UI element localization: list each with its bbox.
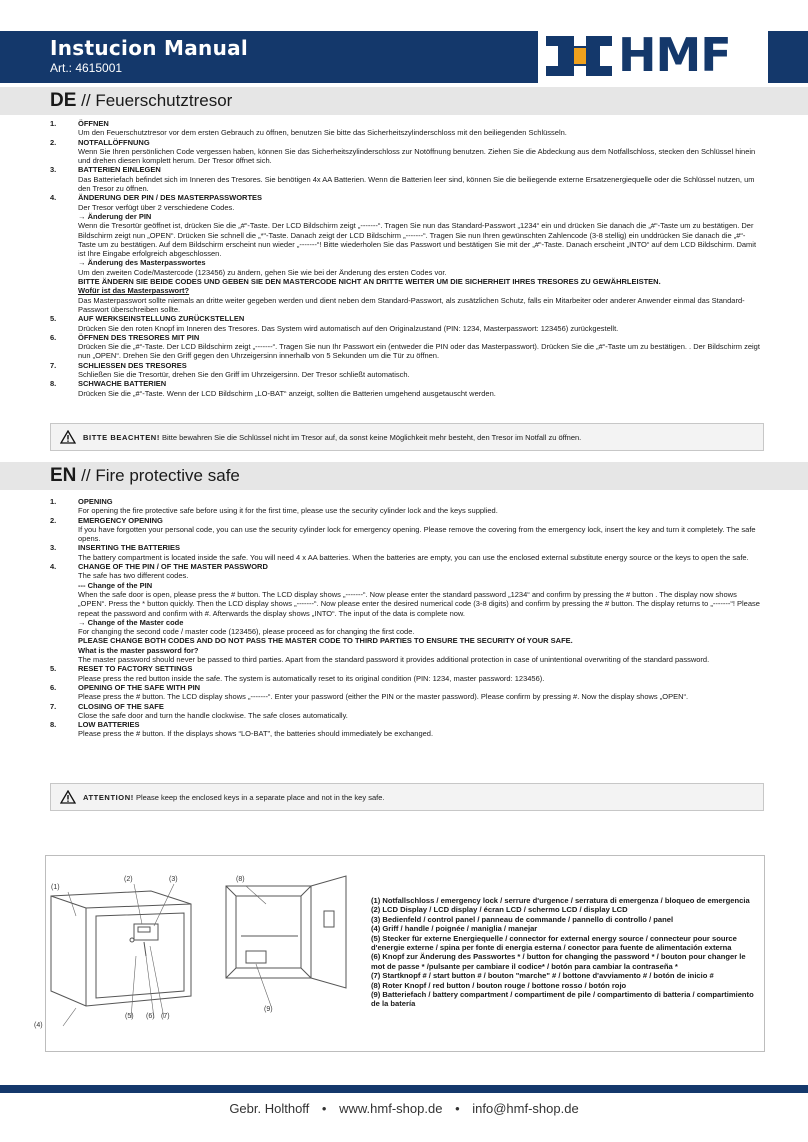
list-item bbox=[50, 702, 762, 721]
warning-label: ATTENTION! bbox=[83, 793, 134, 802]
item-text: Close the safe door and turn the handle clockwise. The safe closes automatically. bbox=[78, 710, 348, 720]
item-number: 5. bbox=[50, 314, 57, 324]
callout-9: (9) bbox=[264, 1006, 273, 1013]
item-text: For opening the fire protective safe before using it for the first time, please use the security cylinder lock and the keys supplied. bbox=[78, 506, 498, 516]
item-heading: BATTERIEN EINLEGEN bbox=[78, 165, 161, 175]
list-item bbox=[50, 683, 762, 702]
list-item bbox=[50, 516, 762, 544]
item-number: 3. bbox=[50, 543, 57, 553]
callout-8: (8) bbox=[236, 876, 245, 883]
article-number: Art.: 4615001 bbox=[50, 61, 123, 75]
list-item bbox=[50, 361, 762, 380]
list-item bbox=[50, 379, 762, 398]
item-number: 4. bbox=[50, 562, 57, 572]
legend-item: (5) Stecker für externe Energiequelle / connector for external energy source / connecteur pour source d'energie externe / spina per fonte di energia esterna / conector para fuente de alimentación externa bbox=[371, 933, 737, 953]
footer bbox=[0, 1101, 808, 1116]
section-en-title: Fire protective safe bbox=[95, 466, 240, 485]
item-text: Drücken Sie den roten Knopf im Inneren des Tresores. Das System wird automatisch auf den Originalzustand (PIN: 1234, Masterpasswort: 123456) zurückgestellt. bbox=[78, 323, 619, 333]
item-heading: ÖFFNEN DES TRESORES MIT PIN bbox=[78, 332, 200, 342]
item-heading: SCHLIESSEN DES TRESORES bbox=[78, 360, 187, 370]
email-link[interactable]: info@hmf-shop.de bbox=[472, 1101, 579, 1116]
item-text: Schließen Sie die Tresortür, drehen Sie den Griff im Uhrzeigersinn. Der Tresor schließt automatisch. bbox=[78, 370, 410, 380]
item-number: 5. bbox=[50, 664, 57, 674]
legend-item: (2) LCD Display / LCD display / écran LCD / schermo LCD / display LCD bbox=[371, 905, 628, 915]
website-link[interactable]: www.hmf-shop.de bbox=[339, 1101, 443, 1116]
callout-7: (7) bbox=[161, 1013, 170, 1020]
footer-separator: • bbox=[321, 1101, 327, 1116]
section-de-title: Feuerschutztresor bbox=[95, 91, 233, 110]
item-heading: INSERTING THE BATTERIES bbox=[78, 543, 180, 553]
warning-triangle-icon bbox=[60, 790, 76, 804]
list-item bbox=[50, 664, 762, 683]
item-number: 4. bbox=[50, 193, 57, 203]
item-heading: RESET TO FACTORY SETTINGS bbox=[78, 664, 193, 674]
list-item bbox=[50, 165, 762, 193]
company-name: Gebr. Holthoff bbox=[229, 1101, 310, 1116]
callout-4: (4) bbox=[34, 1022, 43, 1029]
item-text: Um den Feuerschutztresor vor dem ersten Gebrauch zu öffnen, benutzen Sie bitte das Sicherheitszylinderschloss mit den beiliegenden Schlüsseln. bbox=[78, 128, 567, 138]
item-heading: EMERGENCY OPENING bbox=[78, 515, 163, 525]
item-heading: CHANGE OF THE PIN / OF THE MASTER PASSWORD bbox=[78, 562, 268, 572]
item-text: Please press the # button. If the displays shows “LO-BAT”, the batteries should immediately be exchanged. bbox=[78, 729, 434, 739]
list-item bbox=[50, 193, 762, 314]
pin-change-heading: → Änderung der PIN bbox=[78, 211, 152, 221]
item-heading: OPENING bbox=[78, 497, 113, 506]
lang-code-en: EN bbox=[50, 465, 77, 486]
item-number: 7. bbox=[50, 360, 57, 370]
item-text: If you have forgotten your personal code, you can use the security cylinder lock for emergency opening. Please remove the covering from the emergency lock, insert the key and turn it completely. The safe opens. bbox=[78, 524, 756, 544]
item-text: Das Batteriefach befindet sich im Inneren des Tresores. Sie benötigen 4x AA Batterien. Wenn die Batterien leer sind, können Sie die beiliegende externe Ersatzenergiequelle oder die Schlüssel nutzen, um den Tresor zu öffnen. bbox=[78, 174, 755, 194]
list-item bbox=[50, 720, 762, 739]
item-heading: AUF WERKSEINSTELLUNG ZURÜCKSTELLEN bbox=[78, 314, 245, 324]
item-text: Drücken Sie die „#“-Taste. Der LCD Bildschirm zeigt „-------“. Tragen Sie nun Ihr Passwort ein (entweder die PIN oder das Masterpasswort). Drücken Sie die „#“-Taste um zu bestätigen. . Der Bildschirm zeigt nun „OPEN“. Drehen Sie den Griff gegen den Uhrzeigersinn innerhalb von 5 Sekunden um die Tür zu öffnen. bbox=[78, 342, 760, 361]
master-change-text: Um den zweiten Code/Mastercode (123456) zu ändern, gehen Sie wie bei der Änderung des ersten Codes vor. bbox=[78, 267, 447, 277]
master-question: Wofür ist das Masterpasswort? bbox=[78, 286, 190, 296]
footer-separator: • bbox=[455, 1101, 460, 1116]
legend-item: (7) Startknopf # / start button # / bouton "marche" # / bottone d'avviamento # / botón de inicio # bbox=[371, 971, 714, 981]
item-number: 1. bbox=[50, 497, 57, 506]
list-item bbox=[50, 333, 762, 361]
en-instructions bbox=[50, 497, 762, 739]
brand-name: HMF bbox=[618, 28, 731, 82]
item-number: 6. bbox=[50, 682, 57, 692]
list-item bbox=[50, 119, 762, 138]
warning-label: BITTE BEACHTEN! bbox=[83, 433, 160, 442]
list-item bbox=[50, 543, 762, 562]
item-number: 6. bbox=[50, 332, 57, 342]
manual-title: Instucion Manual bbox=[50, 36, 249, 60]
list-item bbox=[50, 497, 762, 516]
item-text: Drücken Sie die „#“-Taste. Wenn der LCD Bildschirm „LO-BAT“ anzeigt, sollten die Batterien umgehend ausgetauscht werden. bbox=[78, 388, 496, 398]
item-number: 7. bbox=[50, 701, 57, 711]
item-heading: ÄNDERUNG DER PIN / DES MASTERPASSWORTES bbox=[78, 193, 263, 203]
pin-change-heading: --- Change of the PIN bbox=[78, 580, 153, 590]
item-heading: ÖFFNEN bbox=[78, 119, 109, 128]
warning-text: Bitte bewahren Sie die Schlüssel nicht im Tresor auf, da sonst keine Möglichkeit mehr besteht, den Tresor im Notfall zu öffnen. bbox=[162, 433, 582, 442]
logo-mark-icon bbox=[544, 32, 614, 80]
item-number: 2. bbox=[50, 515, 57, 525]
master-warning: BITTE ÄNDERN SIE BEIDE CODES UND GEBEN SIE DEN MASTERCODE NICHT AN DRITTE WEITER UM DIE SICHERHEIT IHRES TRESORES ZU GEWÄHRLEISTEN. bbox=[78, 277, 661, 287]
item-heading: SCHWACHE BATTERIEN bbox=[78, 379, 167, 389]
item-text: Please press the # button. The LCD display shows „-------“. Enter your password (either the PIN or the master password). Please confirm by pressing #. Now the display shows „OPEN“. bbox=[78, 692, 689, 702]
en-warning-box bbox=[50, 783, 764, 811]
diagram-legend bbox=[371, 896, 761, 1009]
master-change-heading: → Change of the Master code bbox=[78, 617, 184, 627]
legend-item: (8) Roter Knopf / red button / bouton rouge / bottone rosso / botón rojo bbox=[371, 980, 627, 990]
callout-1: (1) bbox=[51, 884, 60, 891]
de-instructions bbox=[50, 119, 762, 398]
legend-item: (1) Notfallschloss / emergency lock / serrure d'urgence / serratura di emergenza / bloqueo de emergencia bbox=[371, 896, 750, 905]
hmf-logo bbox=[538, 26, 768, 86]
callout-6: (6) bbox=[146, 1013, 155, 1020]
legend-item: (9) Batteriefach / battery compartment / compartiment de pile / compartimento di batteria / compartimiento de la batería bbox=[371, 990, 754, 1009]
legend-item: (6) Knopf zur Änderung des Passwortes * / button for changing the password * / bouton pour changer le mot de passe * /pulsante per cambiare il codice* / botón para cambiar la contraseña * bbox=[371, 952, 746, 971]
item-number: 1. bbox=[50, 119, 57, 128]
item-text: Wenn Sie Ihren persönlichen Code vergessen haben, können Sie das Sicherheitszylinderschloss zur Notöffnung benutzen. Ziehen Sie die Abdeckung aus dem Notfallschloss, stecken den Schlüssel hinein und drehen diesen komplett herum. Der Tresor öffnet sich. bbox=[78, 146, 756, 166]
item-number: 2. bbox=[50, 137, 57, 147]
safe-illustration bbox=[46, 856, 366, 1049]
legend-item: (3) Bedienfeld / control panel / panneau de commande / pannello di controllo / panel bbox=[371, 914, 674, 924]
legend-item: (4) Griff / handle / poignée / maniglia / manejar bbox=[371, 924, 538, 934]
item-number: 3. bbox=[50, 165, 57, 175]
list-item bbox=[50, 314, 762, 333]
item-text: The safe has two different codes. bbox=[78, 571, 189, 581]
item-number: 8. bbox=[50, 720, 57, 730]
master-warning: PLEASE CHANGE BOTH CODES AND DO NOT PASS THE MASTER CODE TO THIRD PARTIES TO ENSURE THE SECURITY Of YOUR SAFE. bbox=[78, 636, 573, 646]
master-question: What is the master password for? bbox=[78, 645, 199, 655]
list-item bbox=[50, 562, 762, 664]
warning-text: Please keep the enclosed keys in a separate place and not in the key safe. bbox=[135, 793, 385, 802]
item-text: Der Tresor verfügt über 2 verschiedene Codes. bbox=[78, 202, 235, 212]
de-warning-box bbox=[50, 423, 764, 451]
item-heading: CLOSING OF THE SAFE bbox=[78, 701, 164, 711]
pin-change-text: When the safe door is open, please press the # button. The LCD display shows „-------“. Now please enter the standard password „1234“ and confirm by pressing the # button . The display now shows „OPEN“. Press the * button quickly. Then the LCD display shows „-------“. Now please enter the desired numerical code (3-8 digits) and confirm by pressing the # button. The display returns to „-------“! Please repeat the password and confirm with #. Afterwards the display shows „INTO“. The input of the data is complete now. bbox=[78, 589, 760, 618]
item-heading: OPENING OF THE SAFE WITH PIN bbox=[78, 682, 201, 692]
list-item bbox=[50, 138, 762, 166]
callout-3: (3) bbox=[169, 876, 178, 883]
item-text: Please press the red button inside the safe. The system is automatically reset to its original condition (PIN: 1234, master password: 123456). bbox=[78, 673, 545, 683]
item-heading: LOW BATTERIES bbox=[78, 720, 140, 730]
warning-triangle-icon bbox=[60, 430, 76, 444]
master-change-text: For changing the second code / master code (123456), please proceed as for changing the first code. bbox=[78, 627, 415, 637]
pin-change-text: Wenn die Tresortür geöffnet ist, drücken Sie die „#“-Taste. Der LCD Bildschirm zeigt „-------“. Tragen Sie nun das Standard-Passwort „1234“ ein und drücken Sie danach die „#“-Taste um zu bestätigen. Der Bildschirm zeigt nun „OPEN“. Drücken Sie schnell die „*“-Taste. Danach zeigt der LCD Bildschirm „-------“. Tragen Sie nun Ihren gewünschten Zahlencode (3-8 stellig) ein unddrücken Sie danach die „#“-Taste um zu bestätigen. Auf dem Bildschirm erscheint nun wieder „-------“! Bitte wiederholen Sie das Passwort und bestätigen Sie mit der „#“-Taste. Danach erscheint „INTO“ auf dem LCD Bildschirm. Damit ist Ihre Eingabe erfolgreich abgeschlossen. bbox=[78, 221, 757, 259]
footer-bar bbox=[0, 1085, 808, 1093]
lang-code-de: DE bbox=[50, 90, 77, 111]
master-answer: The master password should never be passed to third parties. Apart from the standard password it provides additional protection in case of unintentional overwriting of the standard password. bbox=[78, 655, 710, 665]
item-heading: NOTFALLÖFFNUNG bbox=[78, 137, 150, 147]
section-de-header: DE // Feuerschutztresor bbox=[0, 87, 808, 115]
safe-diagram-panel bbox=[34, 855, 765, 1052]
section-en-header: EN // Fire protective safe bbox=[0, 462, 808, 490]
item-text: The battery compartment is located inside the safe. You will need 4 x AA batteries. When the batteries are empty, you can use the enclosed external substitute energy source or the keys to open the safe. bbox=[78, 552, 749, 562]
master-answer: Das Masterpasswort sollte niemals an dritte weiter gegeben werden und dient neben dem Standard-Passwort, als zusätzlichen Schutz, falls ein Mitarbeiter oder anderer Anwender einmal das Standard-Passwort überschreiben sollte. bbox=[78, 295, 745, 314]
callout-5: (5) bbox=[125, 1013, 134, 1020]
item-number: 8. bbox=[50, 379, 57, 389]
callout-2: (2) bbox=[124, 876, 133, 883]
master-change-heading: → Änderung des Masterpasswortes bbox=[78, 258, 206, 268]
